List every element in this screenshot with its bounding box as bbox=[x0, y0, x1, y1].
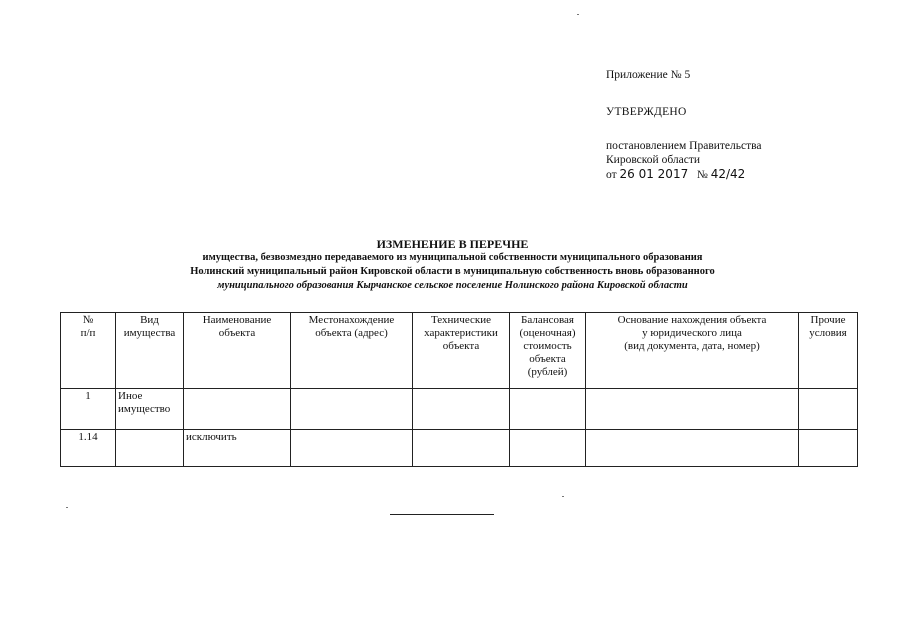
scan-speck bbox=[562, 496, 564, 497]
header-object-name: Наименование объекта bbox=[184, 313, 291, 389]
scan-speck bbox=[66, 507, 68, 508]
table-row bbox=[61, 389, 858, 430]
document-heading: ИЗМЕНЕНИЕ В ПЕРЕЧНЕ bbox=[376, 237, 529, 251]
cell-book-value bbox=[510, 389, 586, 430]
property-table bbox=[60, 312, 858, 467]
handwritten-number: 42/42 bbox=[710, 167, 746, 181]
appendix-label: Приложение № 5 bbox=[606, 69, 691, 81]
cell-number: 1 bbox=[61, 389, 116, 430]
cell-technical-specs bbox=[413, 430, 510, 467]
table-header-row bbox=[61, 313, 858, 389]
cell-property-type bbox=[116, 430, 184, 467]
approved-label: УТВЕРЖДЕНО bbox=[606, 106, 687, 118]
cell-other-conditions bbox=[799, 389, 858, 430]
region-line: Кировской области bbox=[606, 154, 701, 166]
cell-book-value bbox=[510, 430, 586, 467]
header-other-conditions: Прочие условия bbox=[799, 313, 858, 389]
header-property-type: Вид имущества bbox=[116, 313, 184, 389]
cell-number: 1.14 bbox=[61, 430, 116, 467]
cell-other-conditions bbox=[799, 430, 858, 467]
cell-property-type: Иное имущество bbox=[116, 389, 184, 430]
number-prefix: № bbox=[696, 169, 708, 181]
cell-technical-specs bbox=[413, 389, 510, 430]
document-title-block bbox=[0, 237, 905, 293]
cell-object-name bbox=[184, 389, 291, 430]
date-number-line bbox=[606, 167, 762, 182]
cell-legal-basis bbox=[586, 430, 799, 467]
title-line-4: муниципального образования Кырчанское сельское поселение Нолинского района Кировской области bbox=[217, 280, 688, 291]
date-prefix: от bbox=[606, 169, 617, 181]
approval-block bbox=[606, 68, 762, 182]
cell-object-name: исключить bbox=[184, 430, 291, 467]
header-location: Местонахождение объекта (адрес) bbox=[291, 313, 413, 389]
closing-rule bbox=[390, 514, 494, 515]
table-row bbox=[61, 430, 858, 467]
header-technical-specs: Технические характеристики объекта bbox=[413, 313, 510, 389]
cell-location bbox=[291, 389, 413, 430]
header-legal-basis: Основание нахождения объекта у юридического лица (вид документа, дата, номер) bbox=[586, 313, 799, 389]
cell-legal-basis bbox=[586, 389, 799, 430]
header-book-value: Балансовая (оценочная) стоимость объекта (рублей) bbox=[510, 313, 586, 389]
handwritten-date: 26 01 2017 bbox=[619, 167, 689, 181]
title-line-2: имущества, безвозмездно передаваемого из муниципальной собственности муниципального образования bbox=[202, 252, 703, 263]
scan-speck bbox=[577, 14, 579, 15]
title-line-3: Нолинский муниципальный район Кировской области в муниципальную собственность вновь образованного bbox=[190, 266, 715, 277]
resolution-line: постановлением Правительства bbox=[606, 140, 762, 152]
cell-location bbox=[291, 430, 413, 467]
header-number: № п/п bbox=[61, 313, 116, 389]
